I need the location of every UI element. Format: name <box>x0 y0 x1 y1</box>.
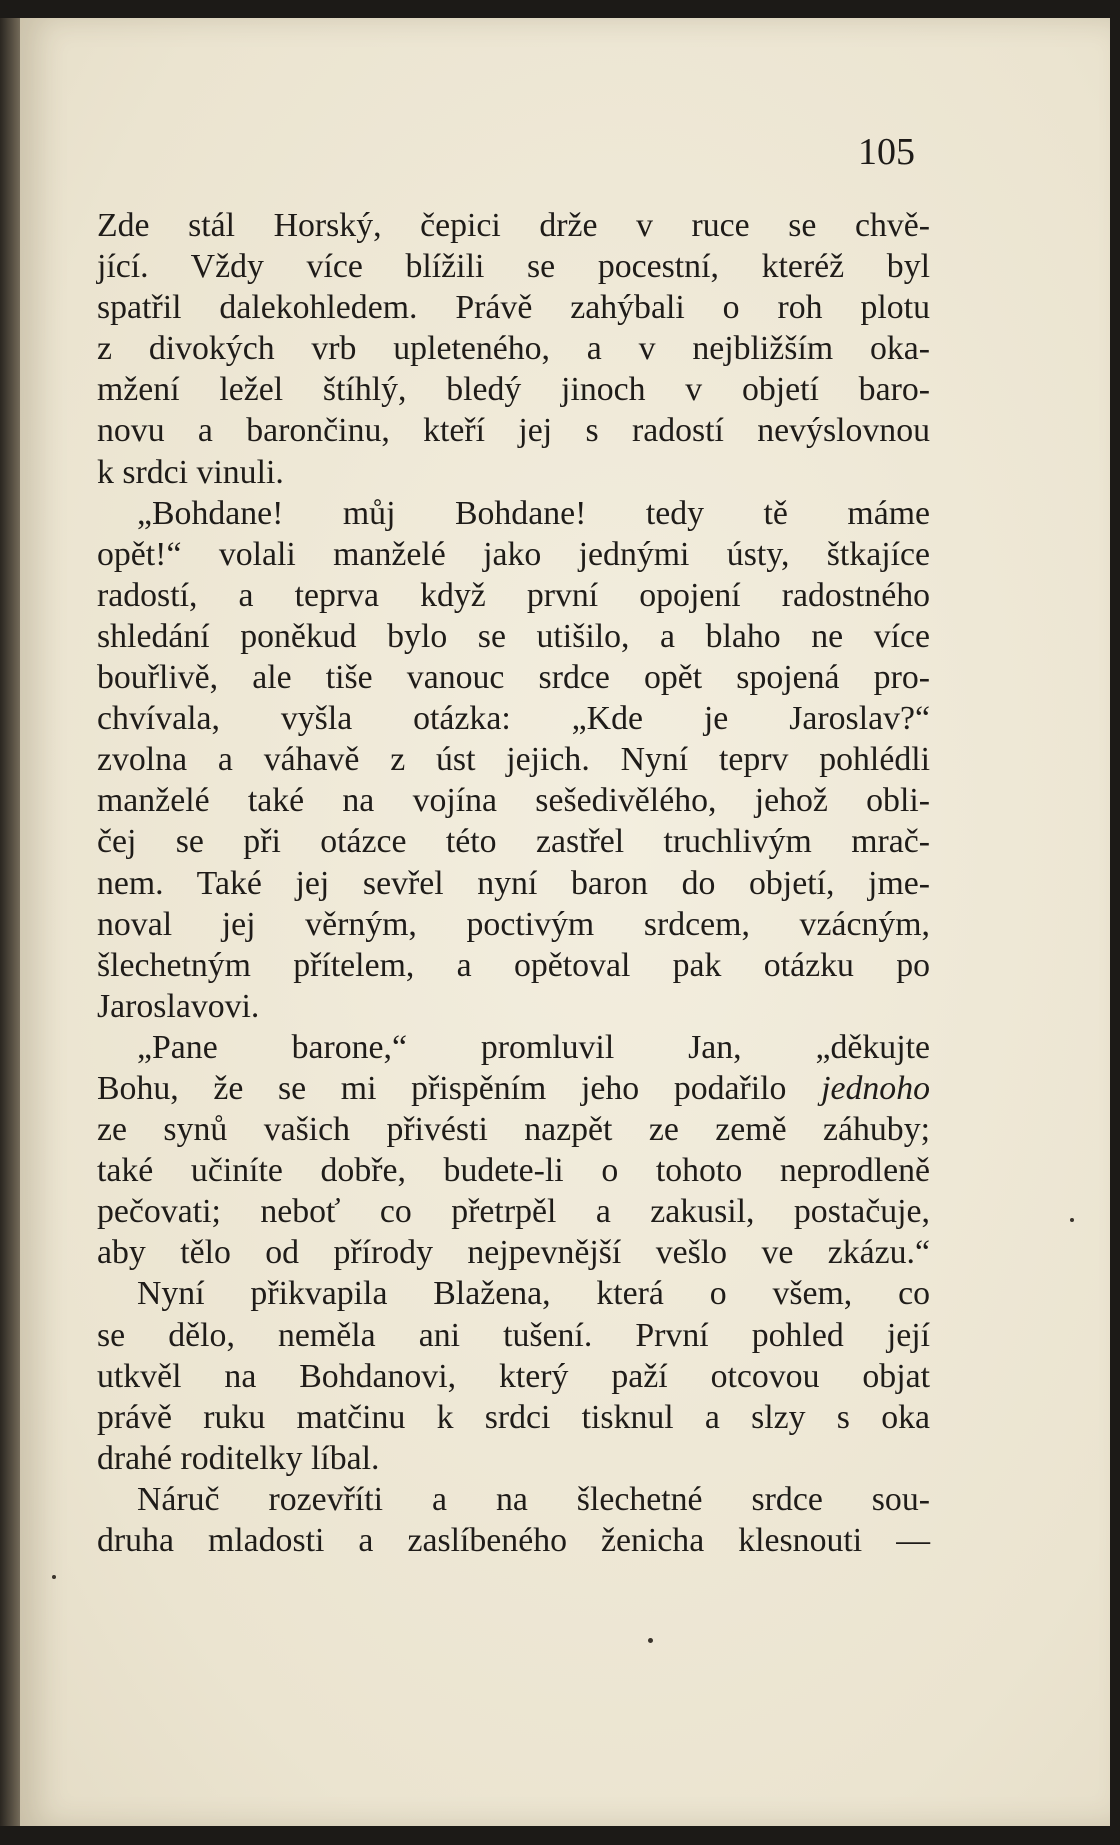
page-number: 105 <box>858 131 915 173</box>
text-line: Zde stál Horský, čepici drže v ruce se chvě- <box>97 207 930 244</box>
text-line: zvolna a váhavě z úst jejich. Nyní teprv pohlédli <box>97 741 930 779</box>
text-line: k srdci vinuli. <box>97 453 284 491</box>
page-body-text <box>97 205 930 1561</box>
text-line: mžení ležel štíhlý, bledý jinoch v objetí baro- <box>97 371 930 409</box>
paper-speck <box>648 1638 653 1643</box>
text-line: se dělo, neměla ani tušení. První pohled její <box>97 1316 930 1354</box>
paper-speck <box>52 1575 56 1579</box>
text-line: druha mladosti a zaslíbeného ženicha klesnouti — <box>97 1522 930 1559</box>
text-line: z divokých vrb upleteného, a v nejbližším oka- <box>97 330 930 368</box>
text-line: shledání poněkud bylo se utišilo, a blaho ne více <box>97 617 930 655</box>
text-line: spatřil dalekohledem. Právě zahýbali o roh plotu <box>97 289 930 327</box>
text-line: radostí, a teprva když první opojení radostného <box>97 576 930 614</box>
text-line: ze synů vašich přivésti nazpět ze země záhuby; <box>97 1111 930 1149</box>
text-line: jící. Vždy více blížili se pocestní, kteréž byl <box>97 248 930 286</box>
paper-speck <box>1070 1218 1074 1222</box>
text-line: nem. Také jej sevřel nyní baron do objetí, jme- <box>97 864 930 902</box>
text-line: „Bohdane! můj Bohdane! tedy tě máme <box>137 494 930 532</box>
text-line: chvívala, vyšla otázka: „Kde je Jaroslav?“ <box>97 700 930 738</box>
text-line: šlechetným přítelem, a opětoval pak otázku po <box>97 946 930 984</box>
text-line: drahé roditelky líbal. <box>97 1439 380 1477</box>
text-line: čej se při otázce této zastřel truchlivým mrač- <box>97 823 930 861</box>
text-line: Nyní přikvapila Blažena, která o všem, co <box>137 1275 930 1313</box>
text-line: právě ruku matčinu k srdci tisknul a slzy s oka <box>97 1398 930 1436</box>
text-line: opět!“ volali manželé jako jednými ústy, štkajíce <box>97 535 930 573</box>
text-line <box>97 1068 930 1109</box>
text-line: novu a barončinu, kteří jej s radostí nevýslovnou <box>97 412 930 450</box>
text-line: bouřlivě, ale tiše vanouc srdce opět spojená pro- <box>97 659 930 697</box>
text-line: Jaroslavovi. <box>97 987 260 1025</box>
text-line: noval jej věrným, poctivým srdcem, vzácným, <box>97 905 930 943</box>
italic-word: jednoho <box>821 1069 930 1107</box>
text-segment: Bohu, že se mi přispěním jeho podařilo <box>97 1069 822 1107</box>
text-line: také učiníte dobře, budete-li o tohoto neprodleně <box>97 1152 930 1190</box>
text-line: Náruč rozevříti a na šlechetné srdce sou- <box>137 1480 930 1518</box>
text-line: utkvěl na Bohdanovi, který paží otcovou objat <box>97 1357 930 1395</box>
text-line: pečovati; neboť co přetrpěl a zakusil, postačuje, <box>97 1193 930 1231</box>
text-line: „Pane barone,“ promluvil Jan, „děkujte <box>137 1028 930 1066</box>
text-line: manželé také na vojína sešedivělého, jehož obli- <box>97 782 930 820</box>
text-line: aby tělo od přírody nejpevnější vešlo ve zkázu.“ <box>97 1234 930 1272</box>
